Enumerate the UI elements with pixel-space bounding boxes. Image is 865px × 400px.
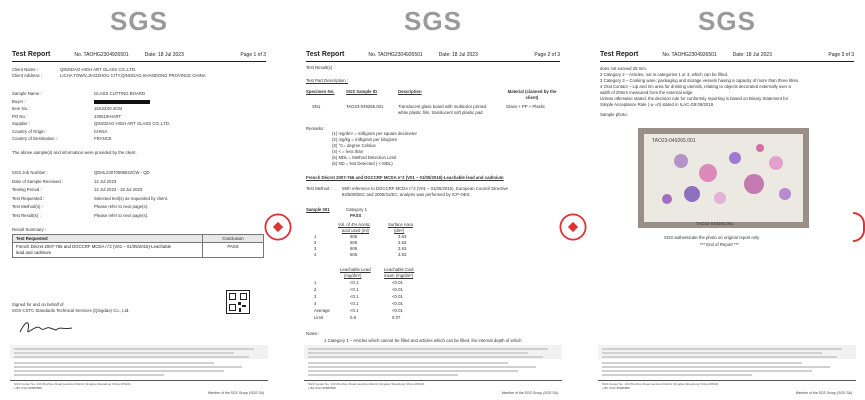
vol-row-no: 2 [314, 240, 317, 245]
method-line1: With reference to DGCCRF MCDA n°2 (V01 – 01/05/2016), European Council Directive [342, 186, 509, 191]
sample-field-label: Country of Destination : [12, 136, 57, 141]
report-title: Test Report [306, 51, 345, 58]
cadmium-row-value: <0.01 [392, 287, 403, 292]
page-header [600, 51, 854, 58]
remark-item: (4) < = less than [332, 149, 364, 154]
decree-title: French Décret 2007-766 and DGCCRF MCDA n°2 (V01 – 01/05/2016)-Leachable lead and cadmium [306, 175, 504, 180]
sample-field-label: Sample Name : [12, 91, 42, 96]
part-desc-label: Test Part Description : [306, 78, 349, 83]
vol-header2: acid used (ml) [342, 228, 369, 233]
lead-row-value: <0.1 [350, 301, 359, 306]
provided-note: The above sample(s) and information were provided by the client. [12, 150, 137, 155]
sgs-logo: SGS [404, 6, 462, 36]
divider [12, 61, 266, 62]
desc-line1: Translucent glass board with multicolor printed [398, 104, 487, 109]
cad-header2: mium (mg/dm²) [384, 273, 414, 278]
report-page-3 [592, 0, 862, 400]
page-header [306, 51, 560, 58]
report-date: Date: 18 Jul 2023 [438, 52, 478, 58]
pass-result: PASS [350, 213, 362, 218]
divider [600, 61, 854, 62]
lead-header1: Leachable Lead [340, 267, 371, 272]
note-1: 1 Category 1 – Articles which cannot be filled and articles which can be filled, the internal depth of which [324, 338, 522, 343]
footer-address: SGS Center No. 143 Zhuzhou Road Laoshan District Qingdao Shandong China 266101 [602, 382, 719, 386]
note-line: Unless otherwise stated, the decision rule for conformity reporting is based on Binary Statement for [600, 96, 789, 101]
job-field-value: 12 Jul 2023 - 18 Jul 2023 [94, 187, 143, 192]
col-sample-id: SGS Sample ID [346, 89, 378, 94]
job-field-value: Selected test(s) as requested by client. [94, 195, 169, 201]
remark-item: (5) MDL = Method Detection Limit [332, 155, 397, 160]
category: Category 1 [346, 207, 368, 212]
remarks-label: Remarks : [306, 126, 326, 131]
footer-member: Member of the SGS Group (SGS SA) [207, 391, 264, 395]
specimen-no: SN1 [312, 104, 321, 109]
report-number: No. TAOHG2304926501 [368, 52, 423, 58]
vol-row-no: 1 [314, 234, 317, 239]
note-line: 3 Category 3 – Cooking ware; packaging and storage vessels having a capacity of more than three litres. [600, 78, 800, 83]
sample-photo-label: Sample photo: [600, 112, 628, 117]
area-header1: Surface Area [388, 222, 413, 227]
cad-header1: Leachable Cad- [384, 267, 415, 272]
client-address-label: Client Address : [12, 73, 43, 78]
notes-label: Notes : [306, 331, 320, 336]
remark-item: (2) mg/kg = milligram per kilogram [332, 137, 398, 142]
signature [16, 316, 76, 338]
summary-test-line2: lead and cadmium [16, 250, 52, 255]
sample-field-value [94, 100, 150, 104]
cadmium-row-value: <0.01 [392, 294, 403, 299]
lead-row-value: <0.1 [350, 308, 359, 313]
sgs-logo: SGS [698, 6, 756, 36]
job-field-value: Please refer to next page(s). [94, 212, 149, 218]
lead-header2: (mg/dm²) [344, 273, 362, 278]
lead-row-value: <0.1 [350, 280, 359, 285]
footer-member: Member of the SGS Group (SGS SA) [501, 391, 558, 395]
client-name: QINGDAO HIGH ART GLASS CO.,LTD. [60, 67, 137, 72]
test-results-label: Test Result(s) : [306, 65, 335, 70]
photo-caption: TAO23-049265.001 [696, 221, 734, 226]
method-line2: 84/500/EEC and 2005/31/EC, analysis was performed by ICP-OES. [342, 192, 471, 197]
sample-field-label: PO No. : [12, 113, 29, 119]
lead-row-label: 3 [314, 294, 317, 299]
sgs-logo: SGS [110, 6, 168, 36]
job-field-value: Please refer to next page(s). [94, 204, 149, 209]
col-conclusion: Conclusion [203, 235, 264, 243]
sample-photo [638, 128, 809, 228]
vol-row-volume: 606 [350, 234, 358, 239]
vol-row-area: 3.63 [398, 246, 407, 251]
lead-row-value: 0.8 [350, 315, 356, 320]
photo-id-label: TAO23-049265.001 [652, 138, 696, 144]
sample-field-value: CHINA [94, 128, 108, 134]
result-summary-label: Result Summary : [12, 227, 47, 232]
client-address: LICHA TOWN,JIAOZHOU CITY,QINGDAO,SHANDONG PROVINCE CHINA [60, 73, 206, 78]
remark-item: (1) mg/dm² = milligram per square decimeter [332, 131, 417, 136]
job-field-value: QDHL23070098822CW - QD [94, 170, 150, 175]
footer-member: Member of the SGS Group (SGS SA) [795, 391, 852, 395]
remark-item: (6) ND = Not Detected ( < MDL) [332, 161, 393, 166]
desc-line2: white plastic film, translucent soft plastic pad [398, 110, 483, 115]
vol-row-volume: 606 [350, 252, 358, 257]
qr-code [226, 290, 250, 314]
cadmium-row-value: <0.01 [392, 280, 403, 285]
note-line: width of 20mm measured from the external edge. [600, 90, 694, 95]
page-number: Page 2 of 3 [534, 52, 560, 58]
sample-field-value: 230619HIART [94, 113, 122, 119]
page-number: Page 3 of 3 [828, 52, 854, 58]
vol-row-volume: 606 [350, 240, 358, 245]
cadmium-row-value: <0.01 [392, 308, 403, 313]
page-footer [598, 345, 856, 395]
lead-row-label: 2 [314, 287, 317, 292]
end-of-report: *** End of Report *** [700, 242, 739, 247]
report-date: Date: 18 Jul 2023 [144, 52, 184, 58]
cadmium-row-value: <0.01 [392, 301, 403, 306]
area-header2: (dm²) [394, 228, 405, 233]
job-field-label: Test Result(s) : [12, 212, 41, 218]
note-line: Simple Acceptance Rule ( w =0) stated in ILAC-G8:09/2019. [600, 102, 715, 107]
job-field-label: Test Method(s) : [12, 204, 43, 209]
divider [306, 61, 560, 62]
sample-field-value: FRANCE [94, 136, 112, 141]
material: Glass + PP + Plastic [506, 104, 546, 109]
summary-test-line1: French Décret 2007-766 and DGCCRF MCDA n°2 (V01 – 01/05/2016)-Leachable [16, 244, 172, 249]
col-specimen-no: Specimen No. [306, 89, 335, 94]
sample-field-value: GLASS CUTTING BOARD [94, 91, 146, 96]
remark-item: (3) °C= degree Celsius [332, 143, 376, 148]
col-material: Material (claimed by the client) [507, 89, 557, 100]
result-summary-table [12, 234, 264, 258]
lead-row-value: <0.1 [350, 287, 359, 292]
photo-authenticate-note: SGS authenticate the photo on original report only [664, 235, 760, 240]
lead-row-label: 1 [314, 280, 317, 285]
vol-row-area: 3.63 [398, 252, 407, 257]
lead-row-label: Limit [314, 315, 324, 320]
page-footer [10, 345, 268, 395]
footer-phone: t (86–532) 88888888 [308, 386, 336, 390]
report-date: Date: 18 Jul 2023 [732, 52, 772, 58]
footer-address: SGS Center No. 143 Zhuzhou Road Laoshan District Qingdao Shandong China 266101 [14, 382, 131, 386]
sample-field-label: Supplier : [12, 121, 31, 126]
vol-row-no: 3 [314, 246, 317, 251]
vol-row-area: 3.63 [398, 240, 407, 245]
report-title: Test Report [600, 51, 639, 58]
col-test-requested: Test Requested [13, 235, 203, 243]
sample-field-label: Country of Origin : [12, 128, 47, 134]
sample-field-label: Buyer : [12, 98, 26, 104]
signed-line1: Signed for and on behalf of [12, 302, 64, 307]
sample-field-value: 16X22X0.4CM [94, 106, 122, 111]
vol-row-area: 3.63 [398, 234, 407, 239]
job-field-label: Test Requested : [12, 195, 45, 201]
footer-address: SGS Center No. 143 Zhuzhou Road Laoshan District Qingdao Shandong China 266101 [308, 382, 425, 386]
note-line: 2 Category 2 – Articles, not in categories 1 or 3, which can be filled. [600, 72, 729, 77]
report-page-2 [298, 0, 568, 400]
report-title: Test Report [12, 51, 51, 58]
col-description: Description [398, 89, 422, 94]
lead-row-label: 4 [314, 301, 317, 306]
summary-conclusion: PASS [203, 243, 264, 258]
job-field-value: 12 Jul 2023 [94, 178, 117, 184]
report-number: No. TAOHG2304926501 [662, 52, 717, 58]
signed-line2: SGS-CSTC Standards Technical Services (Qingdao) Co., Ltd. [12, 308, 130, 313]
red-seal-stamp-partial [853, 212, 865, 242]
vol-row-volume: 606 [350, 246, 358, 251]
job-field-label: SGS Job Number : [12, 170, 49, 175]
sample-id: TAO23-049265.001 [346, 104, 384, 109]
client-name-label: Client Name : [12, 67, 39, 72]
method-label: Test Method : [306, 186, 332, 191]
note-line: 4 Oral Contact – Lip and rim area for drinking utensils, relating to objects decorated externally over a [600, 84, 791, 89]
red-seal-stamp [265, 214, 292, 241]
job-field-label: Date of Sample Received : [12, 178, 64, 184]
lead-row-value: <0.1 [350, 294, 359, 299]
report-page-1 [4, 0, 274, 400]
page-footer [304, 345, 562, 395]
cadmium-row-value: 0.07 [392, 315, 401, 320]
sample-label: Sample 001 [306, 207, 330, 212]
page-number: Page 1 of 3 [240, 52, 266, 58]
job-field-label: Testing Period : [12, 187, 42, 192]
sample-field-value: QINGDAO HIGH ART GLASS CO.,LTD. [94, 121, 171, 126]
report-number: No. TAOHG2304926501 [74, 52, 129, 58]
red-seal-stamp [560, 214, 587, 241]
vol-row-no: 4 [314, 252, 317, 257]
vol-header1: Vol. of 4% Acetic [338, 222, 371, 227]
footer-phone: t (86–532) 88888888 [602, 386, 630, 390]
page-header [12, 51, 266, 58]
footer-phone: t (86–532) 88888888 [14, 386, 42, 390]
lead-row-label: Average [314, 308, 330, 313]
sample-field-label: Item No. : [12, 106, 31, 111]
note-line: does not exceed 25 mm. [600, 66, 648, 71]
